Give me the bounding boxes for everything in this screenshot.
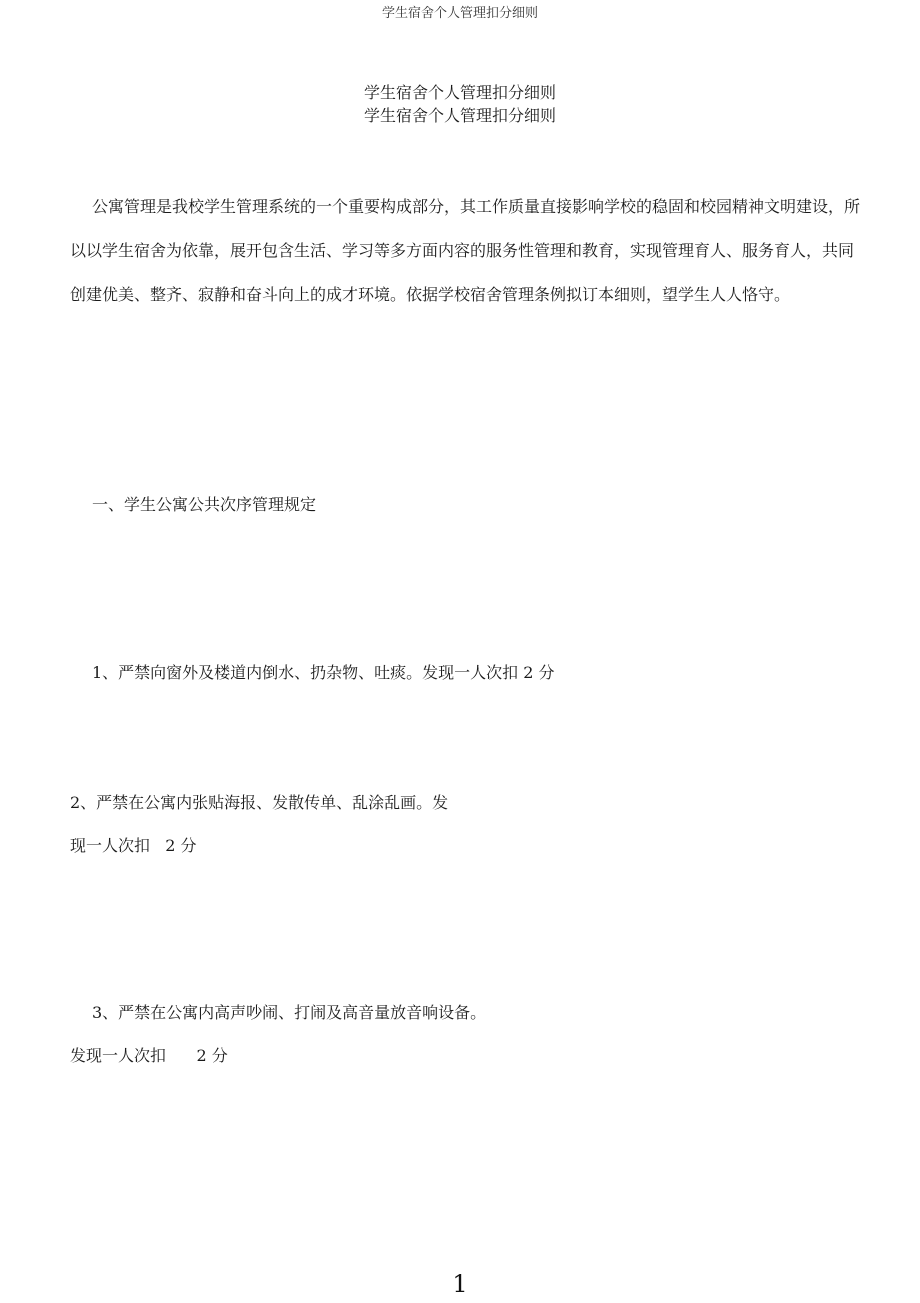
intro-text: 公寓管理是我校学生管理系统的一个重要构成部分，其工作质量直接影响学校的稳固和校园精神文明建设，所以以学生宿舍为依靠，展开包含生活、学习等多方面内容的服务性管理和教育，实现管理育人、服务育人，共同创建优美、整齐、寂静和奋斗向上的成才环境。依据学校宿舍管理条例拟订本细则，望学生人人恪守。	[70, 197, 861, 304]
document-title-repeat: 学生宿舍个人管理扣分细则	[363, 106, 556, 125]
rule-2-line-2: 现一人次扣 2 分	[70, 836, 197, 855]
rule-3-line-1: 3、严禁在公寓内高声吵闹、打闹及高音量放音响设备。	[92, 1003, 487, 1022]
document-title: 学生宿舍个人管理扣分细则	[363, 83, 556, 102]
section-heading: 一、学生公寓公共次序管理规定	[92, 495, 317, 514]
rule-1: 1、严禁向窗外及楼道内倒水、扔杂物、吐痰。发现一人次扣 2 分	[92, 663, 555, 682]
page-number: 1	[452, 1270, 468, 1298]
rule-2-line-1: 2、严禁在公寓内张贴海报、发散传单、乱涂乱画。发	[70, 793, 449, 812]
intro-paragraph	[70, 185, 860, 317]
rule-3-line-2: 发现一人次扣 2 分	[70, 1046, 228, 1065]
running-header: 学生宿舍个人管理扣分细则	[381, 6, 538, 21]
